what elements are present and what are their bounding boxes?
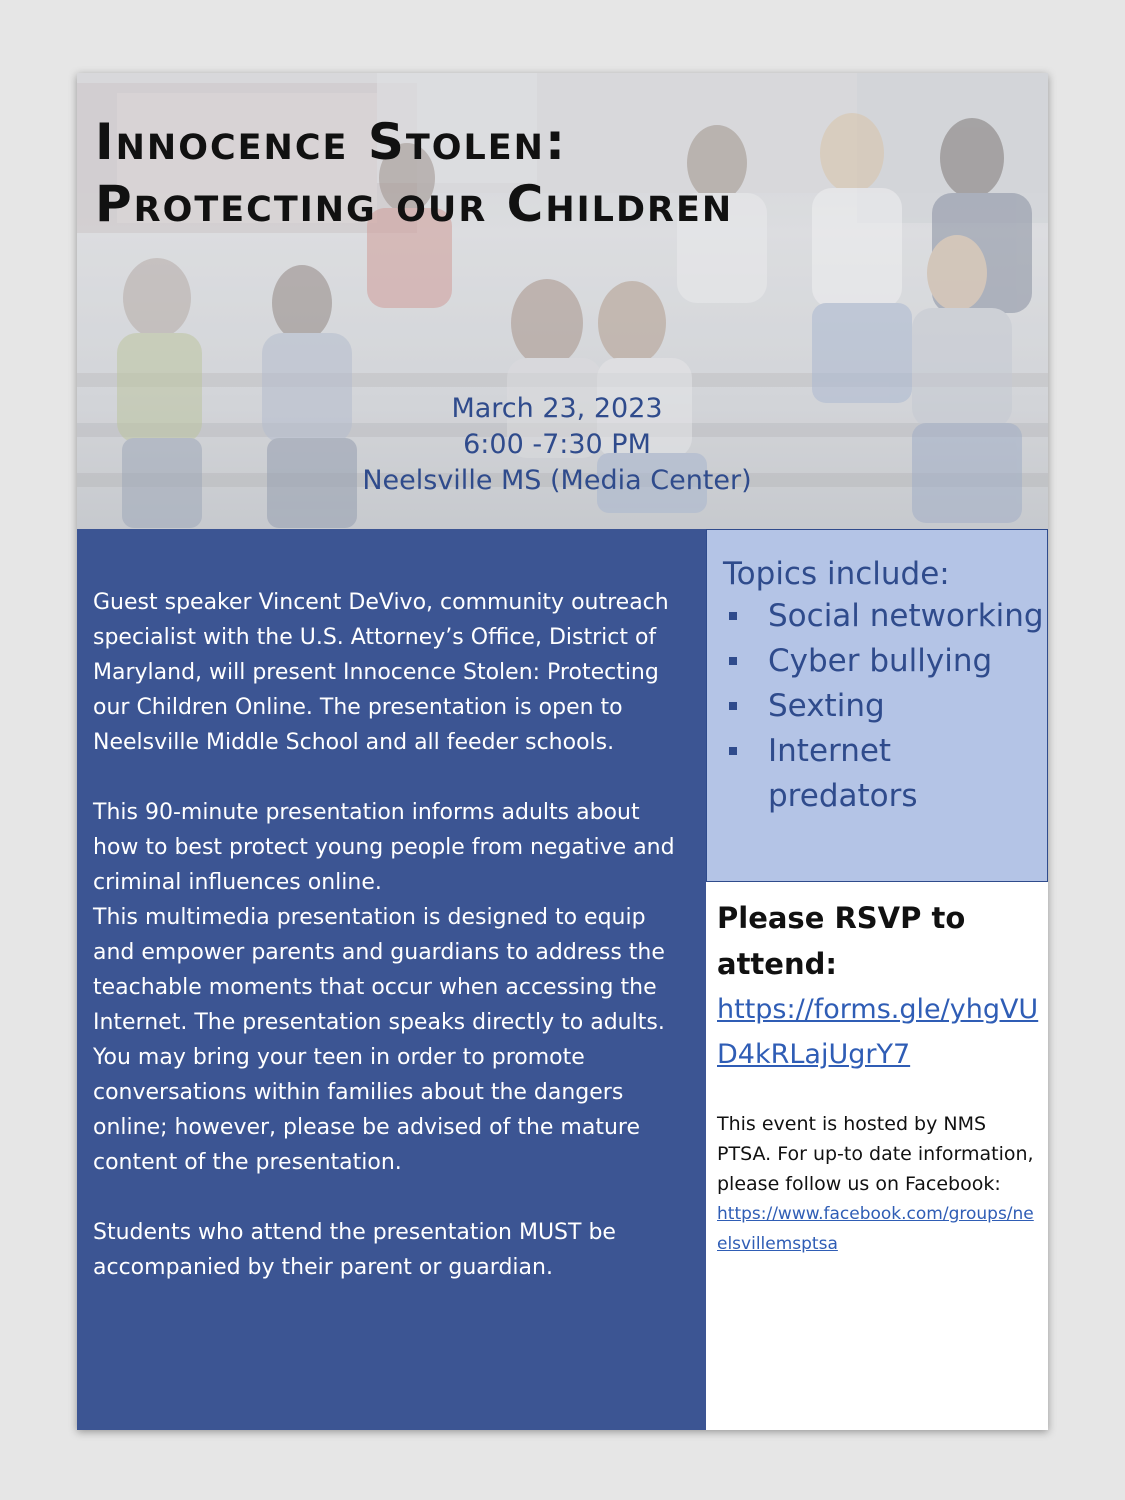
title-line-2: Protecting our Children xyxy=(95,175,734,233)
description-paragraph-1: Guest speaker Vincent DeVivo, community outreach specialist with the U.S. Attorney’s Office, District of Maryland, will present Innocence Stolen: Protecting our Children Online. The presentation is open to Neelsville Middle School and all feeder schools. xyxy=(93,590,669,755)
topics-heading: Topics include: xyxy=(723,556,950,592)
topic-item: Cyber bullying xyxy=(721,639,1047,684)
flyer-title xyxy=(95,111,733,235)
square-bullet-icon xyxy=(729,747,737,755)
description-panel xyxy=(77,529,706,1430)
event-date: March 23, 2023 xyxy=(451,393,663,424)
facebook-group-link[interactable]: https://www.facebook.com/groups/neelsvillemsptsa xyxy=(717,1204,1034,1254)
event-details xyxy=(307,391,807,499)
header-photo xyxy=(77,73,1048,529)
description-paragraph-2: This 90-minute presentation informs adults about how to best protect young people from negative and criminal influences online. xyxy=(93,800,675,895)
topics-list xyxy=(721,594,1047,819)
hosted-by-text: This event is hosted by NMS PTSA. For up-to date information, please follow us on Facebook: xyxy=(717,1113,1034,1195)
topic-item: Social networking xyxy=(721,594,1047,639)
description-paragraph-4: Students who attend the presentation MUST be accompanied by their parent or guardian. xyxy=(93,1220,616,1280)
event-location: Neelsville MS (Media Center) xyxy=(362,465,752,496)
title-line-1: Innocence Stolen: xyxy=(95,113,567,171)
rsvp-heading: Please RSVP to attend: xyxy=(717,901,966,981)
description-paragraph-3: This multimedia presentation is designed to equip and empower parents and guardians to address the teachable moments that occur when accessing the Internet. The presentation speaks directly to adults. You may bring your teen in order to promote conversations within families about the dangers online; however, please be advised of the mature content of the presentation. xyxy=(93,905,665,1175)
square-bullet-icon xyxy=(729,702,737,710)
square-bullet-icon xyxy=(729,612,737,620)
flyer-page xyxy=(77,73,1048,1430)
topics-box xyxy=(706,529,1048,882)
rsvp-form-link[interactable]: https://forms.gle/yhgVUD4kRLajUgrY7 xyxy=(717,994,1039,1070)
topic-item: Internet predators xyxy=(721,729,1047,819)
topic-item: Sexting xyxy=(721,684,1047,729)
rsvp-section xyxy=(717,895,1043,1259)
square-bullet-icon xyxy=(729,657,737,665)
event-time: 6:00 -7:30 PM xyxy=(463,429,651,460)
